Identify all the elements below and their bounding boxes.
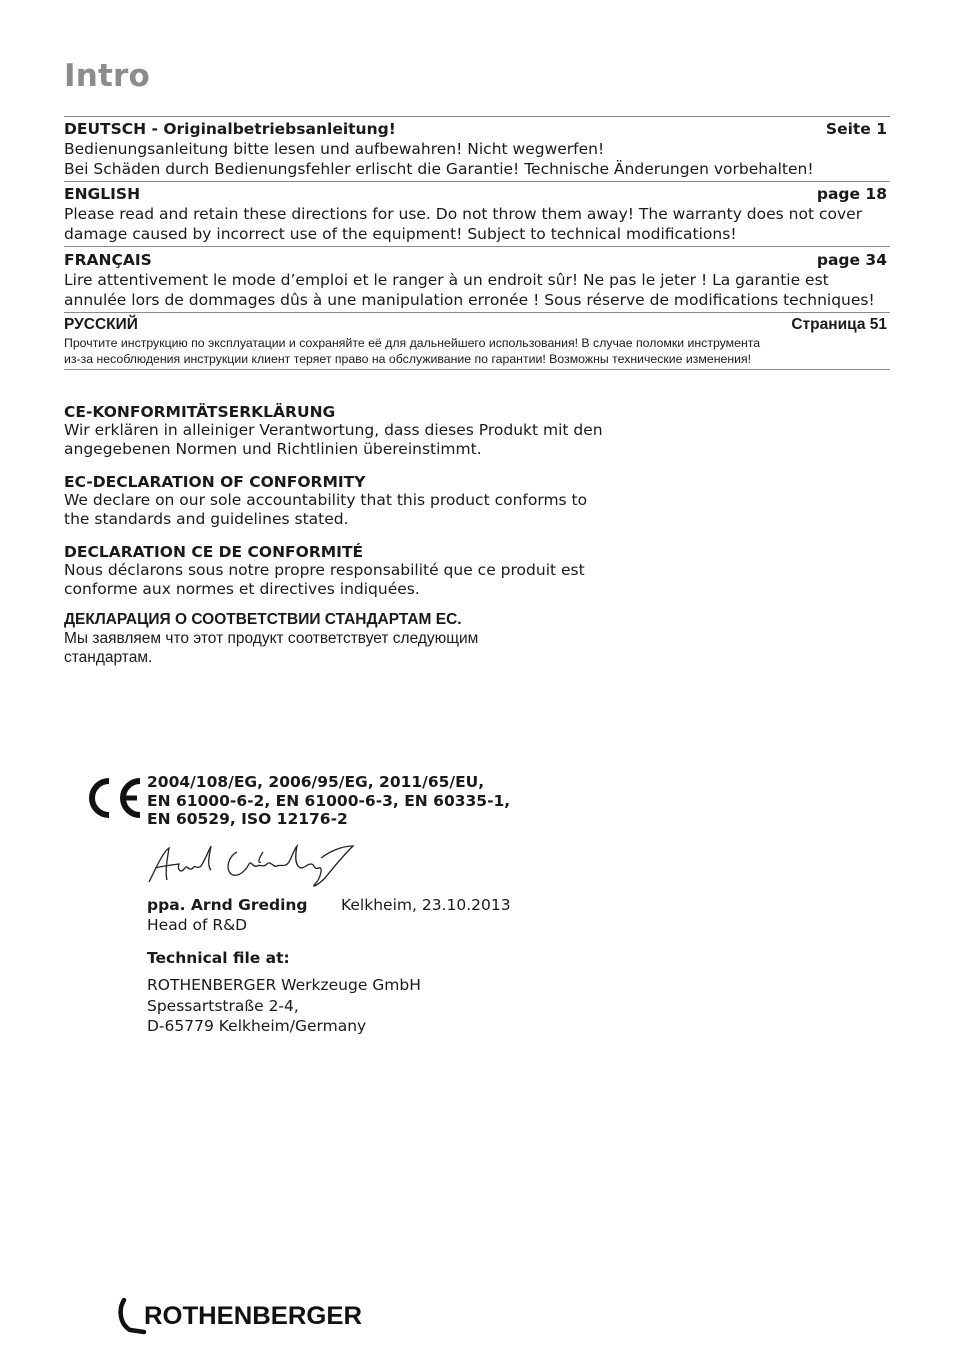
page-reference[interactable]: page 34 xyxy=(816,251,887,269)
declaration-de xyxy=(64,403,664,458)
language-note-line: Lire attentivement le mode d’emploi et le ranger à un endroit sûr! Ne pas le jeter ! La garantie est xyxy=(64,271,829,289)
ce-mark-icon xyxy=(82,776,144,820)
declaration-line: Мы заявляем что этот продукт соответствует следующим xyxy=(64,630,479,647)
language-heading: ENGLISH xyxy=(64,185,141,203)
address-line: D-65779 Kelkheim/Germany xyxy=(147,1017,367,1035)
language-note-line: damage caused by incorrect use of the equipment! Subject to technical modifications! xyxy=(64,225,737,243)
language-heading: DEUTSCH - Originalbetriebsanleitung! xyxy=(64,120,396,138)
declaration-fr xyxy=(64,543,664,598)
language-entry-english xyxy=(64,181,890,246)
declaration-line: Nous déclarons sous notre propre responsabilité que ce produit est xyxy=(64,561,585,579)
rothenberger-logo xyxy=(118,1296,368,1336)
declaration-ru xyxy=(64,611,664,667)
signatory xyxy=(147,895,308,935)
language-entry-deutsch xyxy=(64,116,890,181)
language-heading: FRANÇAIS xyxy=(64,251,152,269)
language-note-line: annulée lors de dommages dûs à une manipulation erronée ! Sous réserve de modifications techniques! xyxy=(64,291,875,309)
language-entry-francais xyxy=(64,246,890,312)
language-note-line: Please read and retain these directions for use. Do not throw them away! The warranty does not cover xyxy=(64,205,863,223)
signatory-name: ppa. Arnd Greding xyxy=(147,896,308,914)
language-note-line: Bedienungsanleitung bitte lesen und aufbewahren! Nicht wegwerfen! xyxy=(64,140,605,158)
standards-line: EN 60529, ISO 12176-2 xyxy=(147,810,348,828)
page-reference[interactable]: Страница 51 xyxy=(791,316,887,333)
signatory-role: Head of R&D xyxy=(147,916,248,934)
technical-file-address xyxy=(147,975,421,1037)
language-index xyxy=(64,116,890,370)
declaration-title: CE-KONFORMITÄTSERKLÄRUNG xyxy=(64,403,336,421)
declaration-line: стандартам. xyxy=(64,649,153,666)
declaration-line: Wir erklären in alleiniger Verantwortung, dass dieses Produkt mit den xyxy=(64,421,603,439)
logo-wordmark: ROTHENBERGER xyxy=(144,1302,362,1330)
language-heading: РУССКИЙ xyxy=(64,316,138,333)
standards-list xyxy=(147,773,510,829)
standards-line: 2004/108/EG, 2006/95/EG, 2011/65/EU, xyxy=(147,773,485,791)
declaration-title: DECLARATION CE DE CONFORMITÉ xyxy=(64,543,364,561)
language-note-line: из-за несоблюдения инструкции клиент теряет право на обслуживание по гарантии! Возможны технические изменения! xyxy=(64,352,752,366)
declaration-line: conforme aux normes et directives indiquées. xyxy=(64,579,420,598)
language-note-line: Bei Schäden durch Bedienungsfehler erlischt die Garantie! Technische Änderungen vorbehalten! xyxy=(64,160,814,178)
address-line: Spessartstraße 2-4, xyxy=(147,996,299,1015)
language-note-line: Прочтите инструкцию по эксплуатации и сохраняйте её для дальнейшего использования! В случае поломки инструмента xyxy=(64,336,761,350)
technical-file-label: Technical file at: xyxy=(147,949,290,967)
declaration-line: angegebenen Normen und Richtlinien übereinstimmt. xyxy=(64,439,482,458)
handwritten-signature xyxy=(145,838,360,894)
page-title: Intro xyxy=(64,58,151,94)
declaration-en xyxy=(64,473,664,528)
page-reference[interactable]: Seite 1 xyxy=(825,120,887,138)
place-date: Kelkheim, 23.10.2013 xyxy=(341,896,511,914)
declaration-title: ДЕКЛАРАЦИЯ О СООТВЕТСТВИИ СТАНДАРТАМ ЕС. xyxy=(64,611,462,628)
page-reference[interactable]: page 18 xyxy=(816,185,887,203)
declaration-title: EC-DECLARATION OF CONFORMITY xyxy=(64,473,366,491)
declaration-line: the standards and guidelines stated. xyxy=(64,509,349,528)
declaration-line: We declare on our sole accountability that this product conforms to xyxy=(64,491,588,509)
standards-line: EN 61000-6-2, EN 61000-6-3, EN 60335-1, xyxy=(147,791,511,810)
language-entry-russian xyxy=(64,312,890,370)
address-line: ROTHENBERGER Werkzeuge GmbH xyxy=(147,976,421,994)
